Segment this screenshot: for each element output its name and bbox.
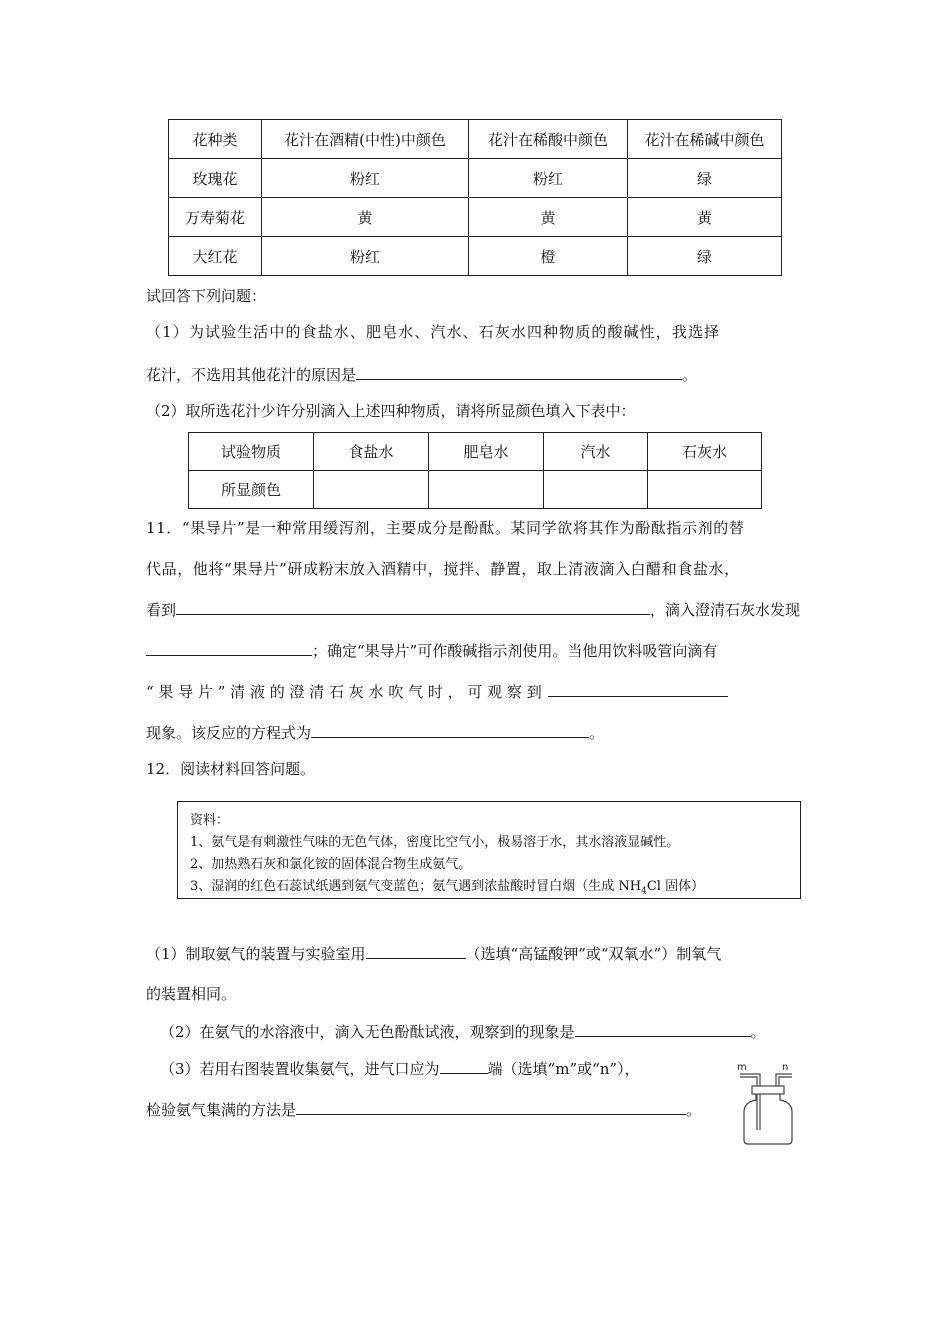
table-cell: 橙 xyxy=(469,237,628,276)
table-header-cell: 汽水 xyxy=(544,433,648,471)
q11-answer-blank[interactable] xyxy=(176,599,650,615)
table-cell: 粉红 xyxy=(469,159,628,198)
q11-line2: 代品，他将“果导片”研成粉末放入酒精中，搅拌、静置，取上清液滴入白醋和食盐水， xyxy=(146,560,740,578)
q12-title: 12．阅读材料回答问题。 xyxy=(146,760,316,778)
q12-p3-line2 xyxy=(146,1099,701,1119)
table-cell: 大红花 xyxy=(169,237,262,276)
table-header-cell: 试验物质 xyxy=(189,433,314,471)
q11-answer-blank[interactable] xyxy=(548,681,728,697)
table-header-row xyxy=(189,433,762,471)
q2-line: （2）取所选花汁少许分别滴入上述四种物质，请将所显颜色填入下表中： xyxy=(146,402,636,420)
q11-line3-end: ，滴入澄清石灰水发现 xyxy=(650,601,801,619)
table-row xyxy=(169,198,782,237)
table-header-cell: 石灰水 xyxy=(648,433,762,471)
q1-line2 xyxy=(146,364,697,384)
material-box xyxy=(177,801,801,899)
flower-color-table xyxy=(168,119,782,276)
q11-line1: 11．“果导片”是一种常用缓泻剂，主要成分是酚酞。某同学欲将其作为酚酞指示剂的替 xyxy=(146,519,745,537)
q11-line6 xyxy=(146,722,604,742)
material-item xyxy=(190,876,788,903)
q1-answer-blank[interactable] xyxy=(356,364,682,380)
answer-cell[interactable] xyxy=(429,471,544,509)
material-title: 资料： xyxy=(190,813,230,828)
q11-line6-text: 现象。该反应的方程式为 xyxy=(146,724,312,742)
q12-p3-line2-text: 检验氨气集满的方法是 xyxy=(146,1101,297,1119)
q12-p3-line2-end: 。 xyxy=(686,1101,702,1119)
material-text: Cl 固体） xyxy=(646,879,705,894)
table-header-row xyxy=(169,120,782,159)
table-cell: 绿 xyxy=(628,159,782,198)
q11-line3-text: 看到 xyxy=(146,601,177,619)
material-item: 1、氨气是有刺激性气味的无色气体，密度比空气小，极易溶于水，其水溶液显碱性。 xyxy=(190,835,680,850)
table-cell: 黄 xyxy=(628,198,782,237)
q11-line6-end: 。 xyxy=(589,724,605,742)
table-cell: 绿 xyxy=(628,237,782,276)
table-row xyxy=(189,471,762,509)
q12-p3 xyxy=(160,1058,640,1078)
table-cell: 黄 xyxy=(469,198,628,237)
q12-p2-text: （2）在氨气的水溶液中，滴入无色酚酞试液，观察到的现象是 xyxy=(160,1023,575,1041)
q11-line4-text: ；确定“果导片”可作酸碱指示剂使用。当他用饮料吸管向滴有 xyxy=(312,642,718,660)
q12-p3-end: 端（选填“m”或“n”）， xyxy=(487,1060,640,1078)
q11-equation-blank[interactable] xyxy=(311,722,589,738)
table-cell: 玫瑰花 xyxy=(169,159,262,198)
q11-line3 xyxy=(146,599,800,619)
bottle xyxy=(744,1094,792,1144)
q1-line2-end: 。 xyxy=(682,366,698,384)
q12-p1-line2: 的装置相同。 xyxy=(146,985,237,1003)
table-row xyxy=(169,237,782,276)
q12-p1-text: （1）制取氨气的装置与实验室用 xyxy=(146,945,366,963)
question-intro: 试回答下列问题： xyxy=(146,287,267,305)
table-header-cell: 肥皂水 xyxy=(429,433,544,471)
material-subscript: 4 xyxy=(641,886,647,897)
q11-line5-text: “ 果 导 片 ” 清 液 的 澄 清 石 灰 水 吹 气 时 ， 可 观 察 到 xyxy=(146,683,542,701)
table-header-cell: 花汁在稀碱中颜色 xyxy=(628,120,782,159)
material-item: 2、加热熟石灰和氯化铵的固体混合物生成氨气。 xyxy=(190,857,472,872)
table-cell: 粉红 xyxy=(262,159,469,198)
q12-p1-end: （选填“高锰酸钾”或“双氧水”）制氧气 xyxy=(465,945,722,963)
material-text: 3、湿润的红色石蕊试纸遇到氨气变蓝色；氨气遇到浓盐酸时冒白烟（生成 NH xyxy=(190,879,642,894)
q11-line5 xyxy=(146,681,728,701)
table-cell: 所显颜色 xyxy=(189,471,314,509)
stopper xyxy=(752,1086,784,1094)
table-cell: 粉红 xyxy=(262,237,469,276)
table-header-cell: 花种类 xyxy=(169,120,262,159)
table-cell: 万寿菊花 xyxy=(169,198,262,237)
q12-p3-method-blank[interactable] xyxy=(296,1099,686,1115)
q12-p2-blank[interactable] xyxy=(575,1021,751,1037)
port-n-label: n xyxy=(782,1062,789,1073)
color-result-table xyxy=(188,432,762,509)
q12-p1 xyxy=(146,943,721,963)
q12-p1-blank[interactable] xyxy=(366,943,466,959)
q11-line4 xyxy=(146,640,717,660)
q11-answer-blank[interactable] xyxy=(146,640,312,656)
table-header-cell: 食盐水 xyxy=(314,433,429,471)
answer-cell[interactable] xyxy=(544,471,648,509)
table-cell: 黄 xyxy=(262,198,469,237)
port-m-label: m xyxy=(737,1062,747,1073)
q1-line2-text: 花汁，不选用其他花汁的原因是 xyxy=(146,366,357,384)
table-header-cell: 花汁在稀酸中颜色 xyxy=(469,120,628,159)
q12-p3-blank[interactable] xyxy=(440,1058,488,1074)
table-row xyxy=(169,159,782,198)
q12-p2 xyxy=(160,1021,766,1041)
answer-cell[interactable] xyxy=(648,471,762,509)
table-header-cell: 花汁在酒精(中性)中颜色 xyxy=(262,120,469,159)
q12-p2-end: 。 xyxy=(750,1023,766,1041)
q1-line1: （1）为试验生活中的食盐水、肥皂水、汽水、石灰水四种物质的酸碱性，我选择 xyxy=(146,323,721,341)
gas-bottle-figure xyxy=(736,1060,800,1146)
q12-p3-text: （3）若用右图装置收集氨气，进气口应为 xyxy=(160,1060,440,1078)
answer-cell[interactable] xyxy=(314,471,429,509)
